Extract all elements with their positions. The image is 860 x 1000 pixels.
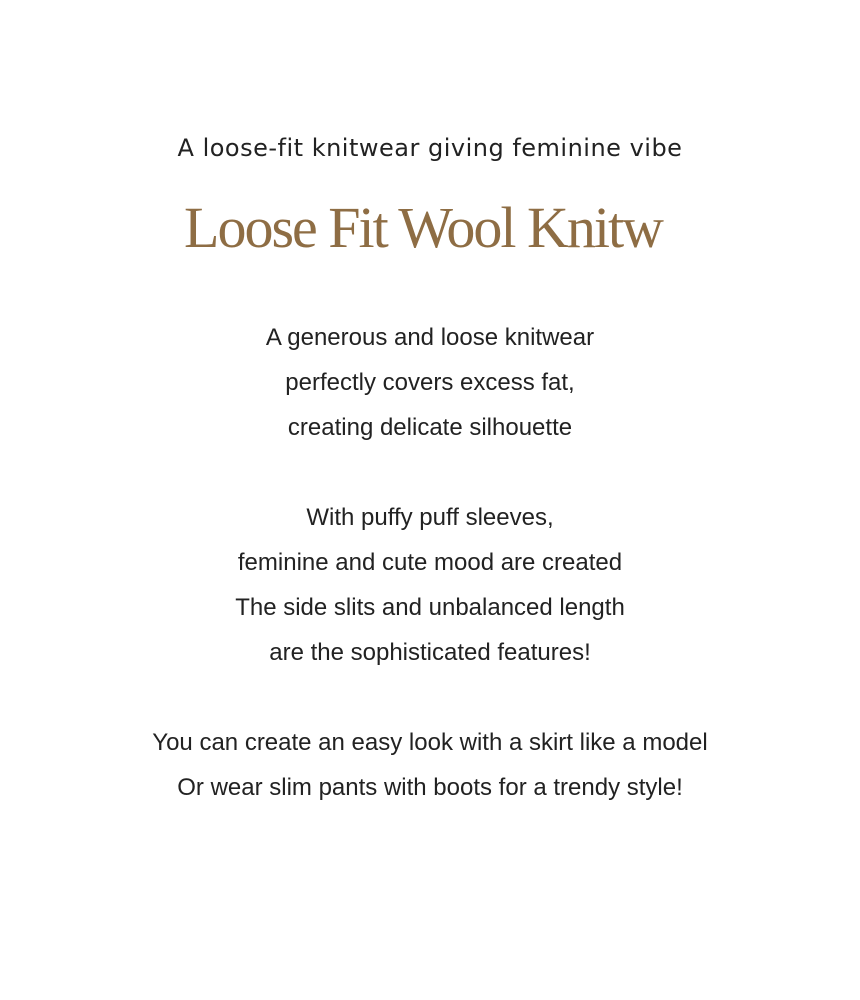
description-line: are the sophisticated features! bbox=[269, 639, 591, 666]
description-line: A generous and loose knitwear bbox=[265, 324, 595, 351]
description-body bbox=[0, 315, 860, 810]
description-line: creating delicate silhouette bbox=[287, 414, 573, 441]
description-line: Or wear slim pants with boots for a trendy style! bbox=[177, 774, 683, 801]
description-paragraph-sleeves bbox=[0, 495, 860, 675]
description-line: You can create an easy look with a skirt like a model bbox=[152, 729, 708, 756]
description-line: feminine and cute mood are created bbox=[237, 549, 623, 576]
description-paragraph-styling bbox=[0, 720, 860, 810]
product-subtitle: A loose-fit knitwear giving feminine vibe bbox=[177, 134, 683, 162]
description-line: perfectly covers excess fat, bbox=[285, 369, 575, 396]
description-paragraph-fit bbox=[0, 315, 860, 450]
description-line: With puffy puff sleeves, bbox=[306, 504, 554, 531]
product-title: Loose Fit Wool Knitw bbox=[184, 195, 662, 260]
description-line: The side slits and unbalanced length bbox=[235, 594, 625, 621]
